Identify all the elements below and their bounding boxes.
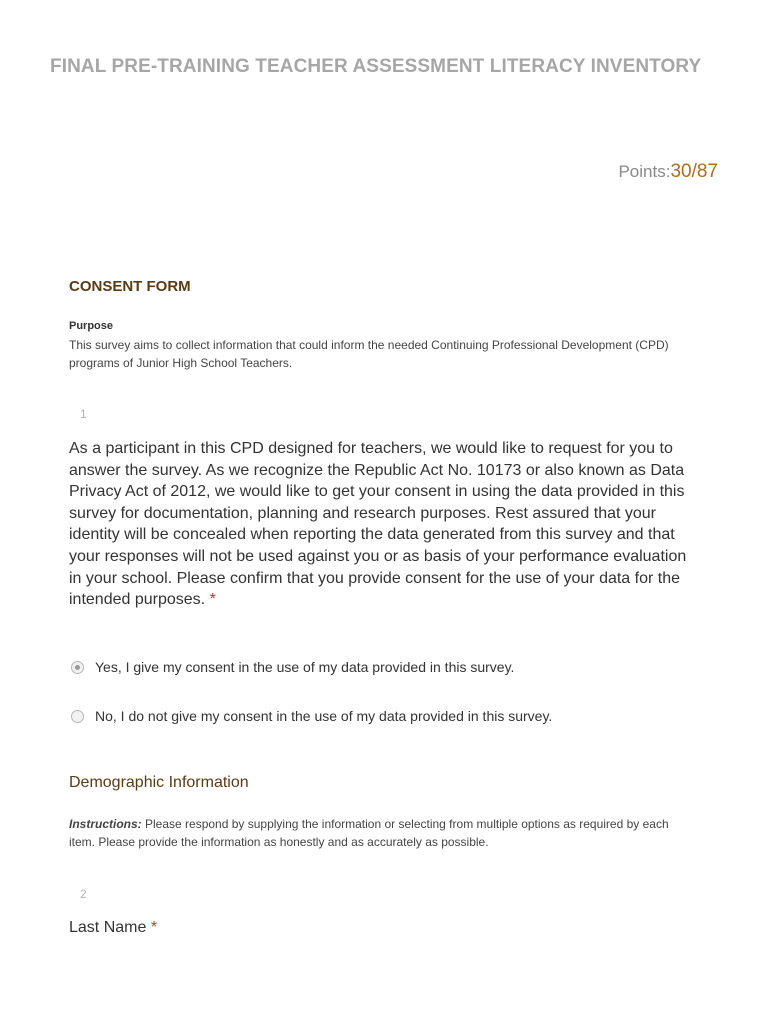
purpose-label: Purpose <box>69 320 114 332</box>
consent-option-no[interactable] <box>71 708 552 724</box>
demographic-section-title: Demographic Information <box>69 774 249 791</box>
points-display <box>618 161 718 183</box>
purpose-text: This survey aims to collect information that could inform the needed Continuing Professional Development (CPD) programs of Junior High School Teachers. <box>69 338 669 370</box>
required-marker: * <box>209 591 216 609</box>
consent-section-title: CONSENT FORM <box>69 278 191 295</box>
question-number-1: 1 <box>80 407 87 421</box>
consent-option-no-label: No, I do not give my consent in the use of my data provided in this survey. <box>95 708 553 724</box>
form-title: FINAL PRE-TRAINING TEACHER ASSESSMENT LITERACY INVENTORY <box>50 56 702 77</box>
points-label: Points: <box>618 162 671 181</box>
instructions-text: Please respond by supplying the information or selecting from multiple options as required by each item. Please provide the information as honestly and as accurately as possible. <box>69 817 669 849</box>
last-name-text: Last Name <box>69 919 147 936</box>
demographic-instructions <box>69 815 694 851</box>
points-score: 30/87 <box>670 161 718 182</box>
instructions-label: Instructions: <box>69 817 142 831</box>
radio-selected-icon[interactable] <box>71 661 84 674</box>
radio-unselected-icon[interactable] <box>71 710 84 723</box>
last-name-label <box>69 919 157 937</box>
question-1-body: As a participant in this CPD designed for teachers, we would like to request for you to answer the survey. As we recognize the Republic Act No. 10173 or also known as Data Privacy Act of 2012, we would like to get your consent in using the data provided in this survey for documentation, planning and research purposes. Rest assured that your identity will be concealed when reporting the data generated from this survey and that your responses will not be used against you or as basis of your performance evaluation in your school. Please confirm that you provide consent for the use of your data for the intended purposes. <box>69 440 687 609</box>
question-1-text <box>69 438 694 611</box>
question-number-2: 2 <box>80 887 87 901</box>
required-marker: * <box>150 919 158 936</box>
consent-option-yes-label: Yes, I give my consent in the use of my data provided in this survey. <box>95 659 515 675</box>
consent-option-yes[interactable] <box>71 659 514 675</box>
